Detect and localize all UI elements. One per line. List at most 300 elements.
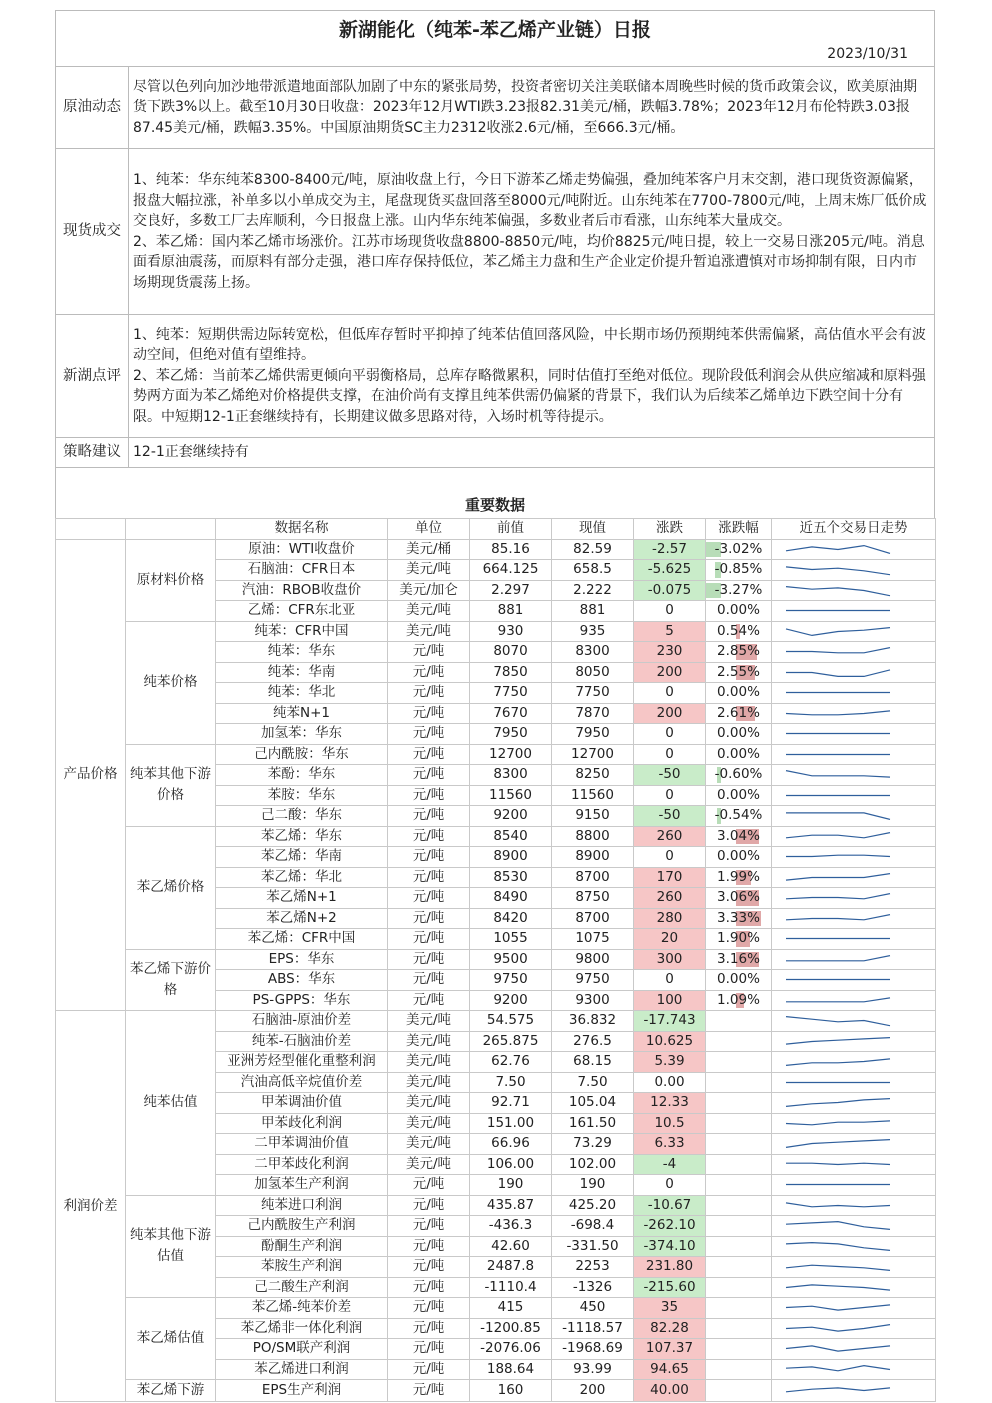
group-label: 苯乙烯估值 (126, 1298, 216, 1380)
row-current-value: 93.99 (552, 1359, 634, 1380)
row-current-value: 8800 (552, 826, 634, 847)
row-unit: 元/吨 (388, 908, 470, 929)
row-prev-value: 188.64 (470, 1359, 552, 1380)
trend-sparkline (772, 1093, 936, 1114)
sparkline-line (786, 567, 890, 575)
row-prev-value: 9200 (470, 806, 552, 827)
pct-text: 3.04% (717, 827, 760, 844)
trend-sparkline (772, 744, 936, 765)
row-unit: 美元/吨 (388, 1052, 470, 1073)
row-prev-value: 42.60 (470, 1236, 552, 1257)
row-current-value: -1118.57 (552, 1318, 634, 1339)
row-current-value: 7950 (552, 724, 634, 745)
sparkline-line (786, 873, 890, 880)
row-current-value: -1326 (552, 1277, 634, 1298)
row-name: 亚洲芳烃型催化重整利润 (216, 1052, 388, 1073)
row-current-value: -1968.69 (552, 1339, 634, 1360)
row-unit: 美元/吨 (388, 560, 470, 581)
row-current-value: 7.50 (552, 1072, 634, 1093)
row-change-pct (706, 990, 772, 1011)
row-name: 己二酸：华东 (216, 806, 388, 827)
row-change: 200 (634, 703, 706, 724)
sparkline-line (786, 914, 890, 919)
group-label: 苯乙烯价格 (126, 826, 216, 949)
sparkline-line (786, 771, 890, 778)
pct-text: 0.00% (717, 684, 760, 701)
sparkline-line (786, 545, 890, 553)
row-unit: 元/吨 (388, 1277, 470, 1298)
row-current-value: 8700 (552, 908, 634, 929)
row-change-pct (706, 1154, 772, 1175)
row-change-pct (706, 847, 772, 868)
row-unit: 美元/吨 (388, 1093, 470, 1114)
row-prev-value: 2.297 (470, 580, 552, 601)
row-change: -10.67 (634, 1195, 706, 1216)
row-unit: 元/吨 (388, 785, 470, 806)
row-name: 苯乙烯：华南 (216, 847, 388, 868)
row-name: 乙烯：CFR东北亚 (216, 601, 388, 622)
pct-text: 2.61% (717, 704, 760, 721)
row-change-pct (706, 1298, 772, 1319)
row-current-value: -698.4 (552, 1216, 634, 1237)
row-current-value: 7750 (552, 683, 634, 704)
row-current-value: -331.50 (552, 1236, 634, 1257)
sparkline-line (786, 955, 890, 960)
row-change: 0 (634, 785, 706, 806)
row-unit: 元/吨 (388, 724, 470, 745)
row-current-value: 8300 (552, 642, 634, 663)
row-change: 170 (634, 867, 706, 888)
trend-sparkline (772, 580, 936, 601)
row-name: ABS：华东 (216, 970, 388, 991)
row-name: 二甲苯调油价值 (216, 1134, 388, 1155)
row-prev-value: 151.00 (470, 1113, 552, 1134)
row-current-value: 102.00 (552, 1154, 634, 1175)
row-unit: 元/吨 (388, 1298, 470, 1319)
trend-sparkline (772, 806, 936, 827)
row-change: 300 (634, 949, 706, 970)
row-name: 苯乙烯非一体化利润 (216, 1318, 388, 1339)
row-name: 纯苯：华北 (216, 683, 388, 704)
row-change-pct (706, 908, 772, 929)
row-change: -50 (634, 765, 706, 786)
row-change-pct (706, 970, 772, 991)
sparkline-line (786, 855, 890, 856)
row-change-pct (706, 560, 772, 581)
table-row (56, 1011, 936, 1032)
sparkline-line (786, 648, 890, 653)
row-name: 苯乙烯N+2 (216, 908, 388, 929)
sparkline-line (786, 1099, 890, 1107)
row-current-value: 8750 (552, 888, 634, 909)
trend-sparkline (772, 1318, 936, 1339)
row-name: PS-GPPS：华东 (216, 990, 388, 1011)
sparkline-line (786, 1265, 890, 1270)
row-prev-value: 435.87 (470, 1195, 552, 1216)
spot-label: 现货成交 (56, 149, 129, 315)
row-change: 35 (634, 1298, 706, 1319)
trend-sparkline (772, 1216, 936, 1237)
row-change: 231.80 (634, 1257, 706, 1278)
sparkline-line (786, 1242, 890, 1250)
row-change-pct (706, 724, 772, 745)
row-unit: 元/吨 (388, 806, 470, 827)
row-unit: 美元/吨 (388, 1011, 470, 1032)
row-unit: 元/吨 (388, 888, 470, 909)
row-current-value: 2.222 (552, 580, 634, 601)
crude-text: 尽管以色列向加沙地带派遣地面部队加剧了中东的紧张局势，投资者密切关注美联储本周晚些时候的货币政策会议，欧美原油期货下跌3%以上。截至10月30日收盘：2023年12月WTI跌3.23报82.31美元/桶，跌幅3.78%；2023年12月布伦特跌3.03报87.45美元/桶，跌幅3.35%。中国原油期货SC主力2312收涨2.6元/桶，至666.3元/桶。 (129, 67, 935, 149)
row-change: 260 (634, 826, 706, 847)
trend-sparkline (772, 929, 936, 950)
trend-sparkline (772, 908, 936, 929)
row-name: 石脑油-原油价差 (216, 1011, 388, 1032)
row-prev-value: 930 (470, 621, 552, 642)
row-prev-value: 8490 (470, 888, 552, 909)
trend-sparkline (772, 1277, 936, 1298)
table-row (56, 826, 936, 847)
row-name: 加氢苯生产利润 (216, 1175, 388, 1196)
row-change-pct (706, 1318, 772, 1339)
row-prev-value: 2487.8 (470, 1257, 552, 1278)
row-prev-value: 415 (470, 1298, 552, 1319)
row-unit: 元/吨 (388, 1257, 470, 1278)
row-unit: 元/吨 (388, 642, 470, 663)
sparkline-line (786, 1121, 890, 1125)
row-unit: 美元/吨 (388, 1031, 470, 1052)
row-change: -0.075 (634, 580, 706, 601)
row-unit: 元/吨 (388, 703, 470, 724)
row-current-value: 9750 (552, 970, 634, 991)
group-label: 纯苯其他下游价格 (126, 744, 216, 826)
row-name: EPS：华东 (216, 949, 388, 970)
row-change: 94.65 (634, 1359, 706, 1380)
row-change-pct (706, 621, 772, 642)
row-unit: 美元/吨 (388, 1072, 470, 1093)
category-profit-spreads: 利润价差 (56, 1011, 126, 1402)
row-change-pct (706, 1031, 772, 1052)
row-name: 甲苯调油价值 (216, 1093, 388, 1114)
trend-sparkline (772, 703, 936, 724)
row-change-pct (706, 1134, 772, 1155)
row-change-pct (706, 1093, 772, 1114)
trend-sparkline (772, 1175, 936, 1196)
trend-sparkline (772, 539, 936, 560)
trend-sparkline (772, 970, 936, 991)
strategy-text: 12-1正套继续持有 (129, 438, 935, 468)
data-table (55, 518, 936, 1402)
row-name: 纯苯：华东 (216, 642, 388, 663)
row-unit: 元/吨 (388, 1236, 470, 1257)
row-prev-value: 7670 (470, 703, 552, 724)
row-current-value: 68.15 (552, 1052, 634, 1073)
row-prev-value: -1200.85 (470, 1318, 552, 1339)
row-change: 0 (634, 724, 706, 745)
comment-text-styrene: 2、苯乙烯：当前苯乙烯供需更倾向平弱衡格局，总库存略微累积，同时估值打至绝对低位。现阶段低利润会从供应缩减和原料强势两方面为苯乙烯绝对价格提供支撑，在油价尚有支撑且纯苯供需仍偏紧的背景下，我们认为后续苯乙烯单边下跌空间十分有限。中短期12-1正套继续持有，长期建议做多思路对待，入场时机等待提示。 (133, 367, 926, 425)
row-prev-value: -436.3 (470, 1216, 552, 1237)
row-change-pct (706, 1113, 772, 1134)
row-prev-value: 8300 (470, 765, 552, 786)
sparkline-line (786, 1305, 890, 1310)
sparkline-line (786, 1346, 890, 1351)
trend-sparkline (772, 888, 936, 909)
row-change-pct (706, 929, 772, 950)
row-change: 200 (634, 662, 706, 683)
row-change: 10.625 (634, 1031, 706, 1052)
table-row (56, 1195, 936, 1216)
row-change: -50 (634, 806, 706, 827)
row-unit: 元/吨 (388, 990, 470, 1011)
row-change: 0 (634, 601, 706, 622)
row-change: 0 (634, 1175, 706, 1196)
row-change: -17.743 (634, 1011, 706, 1032)
trend-sparkline (772, 990, 936, 1011)
row-current-value: 276.5 (552, 1031, 634, 1052)
table-row (56, 621, 936, 642)
row-prev-value: 85.16 (470, 539, 552, 560)
row-change: 0 (634, 744, 706, 765)
row-current-value: 8700 (552, 867, 634, 888)
sparkline-line (786, 1163, 890, 1164)
row-unit: 元/吨 (388, 662, 470, 683)
group-label: 原材料价格 (126, 539, 216, 621)
row-current-value: 450 (552, 1298, 634, 1319)
corner-cell (56, 519, 126, 540)
pct-text: 0.00% (717, 745, 760, 762)
row-change: -374.10 (634, 1236, 706, 1257)
table-row (56, 1298, 936, 1319)
trend-sparkline (772, 1031, 936, 1052)
row-unit: 美元/吨 (388, 601, 470, 622)
row-name: 苯胺生产利润 (216, 1257, 388, 1278)
row-change-pct (706, 1175, 772, 1196)
row-name: 纯苯：华南 (216, 662, 388, 683)
trend-sparkline (772, 785, 936, 806)
row-change-pct (706, 642, 772, 663)
row-prev-value: 664.125 (470, 560, 552, 581)
pct-text: 0.00% (717, 725, 760, 742)
row-change-pct (706, 1236, 772, 1257)
column-header: 涨跌 (634, 519, 706, 540)
column-header: 前值 (470, 519, 552, 540)
row-current-value: 9800 (552, 949, 634, 970)
row-unit: 元/吨 (388, 765, 470, 786)
row-prev-value: 8540 (470, 826, 552, 847)
row-change: 20 (634, 929, 706, 950)
row-unit: 元/吨 (388, 970, 470, 991)
report-sheet (55, 10, 935, 1403)
sparkline-line (786, 1222, 890, 1230)
pct-text: -0.60% (714, 766, 763, 783)
sparkline-line (786, 1285, 890, 1290)
spot-text-styrene: 2、苯乙烯：国内苯乙烯市场涨价。江苏市场现货收盘8800-8850元/吨，均价8825元/吨日提，较上一交易日涨205元/吨。消息面看原油震荡，而原料有部分走强，港口库存保持低位，苯乙烯主力盘和生产企业定价提升暂追涨遭慎对市场抑制有限，日内市场期现货震荡上扬。 (133, 233, 925, 291)
row-prev-value: 7850 (470, 662, 552, 683)
row-name: 己内酰胺生产利润 (216, 1216, 388, 1237)
row-change: 0 (634, 847, 706, 868)
table-row (56, 539, 936, 560)
row-prev-value: 8900 (470, 847, 552, 868)
row-name: 二甲苯歧化利润 (216, 1154, 388, 1175)
pct-text: 0.00% (717, 971, 760, 988)
row-unit: 元/吨 (388, 1195, 470, 1216)
spot-cell (129, 149, 935, 315)
sparkline-line (786, 1324, 890, 1331)
row-change-pct (706, 806, 772, 827)
row-name: 己二酸生产利润 (216, 1277, 388, 1298)
row-change: 10.5 (634, 1113, 706, 1134)
trend-sparkline (772, 662, 936, 683)
comment-label: 新湖点评 (56, 315, 129, 438)
row-prev-value: 265.875 (470, 1031, 552, 1052)
report-title: 新湖能化（纯苯-苯乙烯产业链）日报 (55, 10, 935, 46)
commentary-table (55, 66, 935, 468)
column-header: 数据名称 (216, 519, 388, 540)
trend-sparkline (772, 1052, 936, 1073)
row-name: 甲苯歧化利润 (216, 1113, 388, 1134)
row-name: 原油：WTI收盘价 (216, 539, 388, 560)
strategy-label: 策略建议 (56, 438, 129, 468)
row-prev-value: 1055 (470, 929, 552, 950)
row-prev-value: 881 (470, 601, 552, 622)
row-prev-value: 9750 (470, 970, 552, 991)
row-current-value: 73.29 (552, 1134, 634, 1155)
pct-text: -3.27% (714, 581, 763, 598)
trend-sparkline (772, 1011, 936, 1032)
row-prev-value: 7.50 (470, 1072, 552, 1093)
trend-sparkline (772, 765, 936, 786)
row-prev-value: 7750 (470, 683, 552, 704)
sparkline-line (786, 832, 890, 837)
row-prev-value: -1110.4 (470, 1277, 552, 1298)
row-unit: 美元/吨 (388, 1134, 470, 1155)
row-change-pct (706, 1011, 772, 1032)
row-name: 纯苯N+1 (216, 703, 388, 724)
row-change: 100 (634, 990, 706, 1011)
group-label: 纯苯价格 (126, 621, 216, 744)
row-name: 苯乙烯-纯苯价差 (216, 1298, 388, 1319)
pct-text: 2.55% (717, 663, 760, 680)
row-name: 苯乙烯：CFR中国 (216, 929, 388, 950)
trend-sparkline (772, 1257, 936, 1278)
trend-sparkline (772, 724, 936, 745)
row-name: PO/SM联产利润 (216, 1339, 388, 1360)
pct-text: 0.00% (717, 786, 760, 803)
data-section-title: 重要数据 (55, 492, 935, 518)
row-unit: 美元/桶 (388, 539, 470, 560)
row-prev-value: 160 (470, 1380, 552, 1402)
trend-sparkline (772, 1134, 936, 1155)
pct-text: -3.02% (714, 540, 763, 557)
row-unit: 美元/吨 (388, 1154, 470, 1175)
pct-text: -0.85% (714, 561, 763, 578)
table-row (56, 949, 936, 970)
pct-text: 2.85% (717, 643, 760, 660)
row-change: 0 (634, 683, 706, 704)
row-change: -215.60 (634, 1277, 706, 1298)
row-current-value: 190 (552, 1175, 634, 1196)
sparkline-line (786, 1388, 890, 1392)
row-prev-value: 8070 (470, 642, 552, 663)
trend-sparkline (772, 867, 936, 888)
sparkline-line (786, 1037, 890, 1044)
row-name: 汽油：RBOB收盘价 (216, 580, 388, 601)
comment-text-benzene: 1、纯苯：短期供需边际转宽松，但低库存暂时平抑掉了纯苯估值回落风险，中长期市场仍预期纯苯供需偏紧，高估值水平会有波动空间，但绝对值有望维持。 (133, 326, 926, 364)
row-change-pct (706, 1380, 772, 1402)
trend-sparkline (772, 601, 936, 622)
row-unit: 元/吨 (388, 744, 470, 765)
row-change-pct (706, 1359, 772, 1380)
row-change-pct (706, 1277, 772, 1298)
row-change: 82.28 (634, 1318, 706, 1339)
row-change: -5.625 (634, 560, 706, 581)
row-name: 加氢苯：华东 (216, 724, 388, 745)
row-prev-value: 92.71 (470, 1093, 552, 1114)
row-change: 280 (634, 908, 706, 929)
sparkline-line (786, 1140, 890, 1148)
trend-sparkline (772, 621, 936, 642)
trend-sparkline (772, 826, 936, 847)
row-change: -2.57 (634, 539, 706, 560)
row-current-value: 8900 (552, 847, 634, 868)
row-change: 40.00 (634, 1380, 706, 1402)
row-current-value: 425.20 (552, 1195, 634, 1216)
report-date: 2023/10/31 (55, 46, 935, 66)
trend-sparkline (772, 1359, 936, 1380)
row-change: 0 (634, 970, 706, 991)
row-unit: 元/吨 (388, 1359, 470, 1380)
row-prev-value: 190 (470, 1175, 552, 1196)
spot-text-benzene: 1、纯苯：华东纯苯8300-8400元/吨，原油收盘上行，今日下游苯乙烯走势偏强，叠加纯苯客户月末交割，港口现货资源偏紧，报盘大幅拉涨，补单多以小单成交为主，尾盘现货买盘回落至8000元/吨附近。山东纯苯在7700-7800元/吨，上周末炼厂低价成交良好，多数工厂去库顺利，今日报盘上涨。山内华东纯苯偏强，多数业者后市看涨，山东纯苯大量成交。 (133, 172, 927, 229)
row-current-value: 881 (552, 601, 634, 622)
row-change: 6.33 (634, 1134, 706, 1155)
row-change-pct (706, 949, 772, 970)
row-current-value: 658.5 (552, 560, 634, 581)
pct-text: 0.54% (717, 622, 760, 639)
row-prev-value: -2076.06 (470, 1339, 552, 1360)
row-change-pct (706, 662, 772, 683)
pct-text: -0.54% (714, 807, 763, 824)
row-name: 苯乙烯进口利润 (216, 1359, 388, 1380)
trend-sparkline (772, 683, 936, 704)
column-header: 单位 (388, 519, 470, 540)
row-current-value: 161.50 (552, 1113, 634, 1134)
row-unit: 元/吨 (388, 683, 470, 704)
row-unit: 元/吨 (388, 1175, 470, 1196)
row-current-value: 2253 (552, 1257, 634, 1278)
row-name: EPS生产利润 (216, 1380, 388, 1402)
trend-sparkline (772, 1072, 936, 1093)
row-prev-value: 106.00 (470, 1154, 552, 1175)
row-change-pct (706, 1257, 772, 1278)
row-change: 230 (634, 642, 706, 663)
sparkline-line (786, 894, 890, 899)
row-unit: 元/吨 (388, 949, 470, 970)
table-row (56, 1380, 936, 1402)
row-current-value: 8250 (552, 765, 634, 786)
row-change-pct (706, 867, 772, 888)
row-prev-value: 11560 (470, 785, 552, 806)
row-name: 苯酚：华东 (216, 765, 388, 786)
row-unit: 元/吨 (388, 1318, 470, 1339)
trend-sparkline (772, 642, 936, 663)
category-product-prices: 产品价格 (56, 539, 126, 1011)
row-unit: 元/吨 (388, 867, 470, 888)
row-change-pct (706, 1195, 772, 1216)
row-current-value: 935 (552, 621, 634, 642)
row-change: 260 (634, 888, 706, 909)
row-prev-value: 8530 (470, 867, 552, 888)
row-prev-value: 9200 (470, 990, 552, 1011)
row-current-value: 105.04 (552, 1093, 634, 1114)
